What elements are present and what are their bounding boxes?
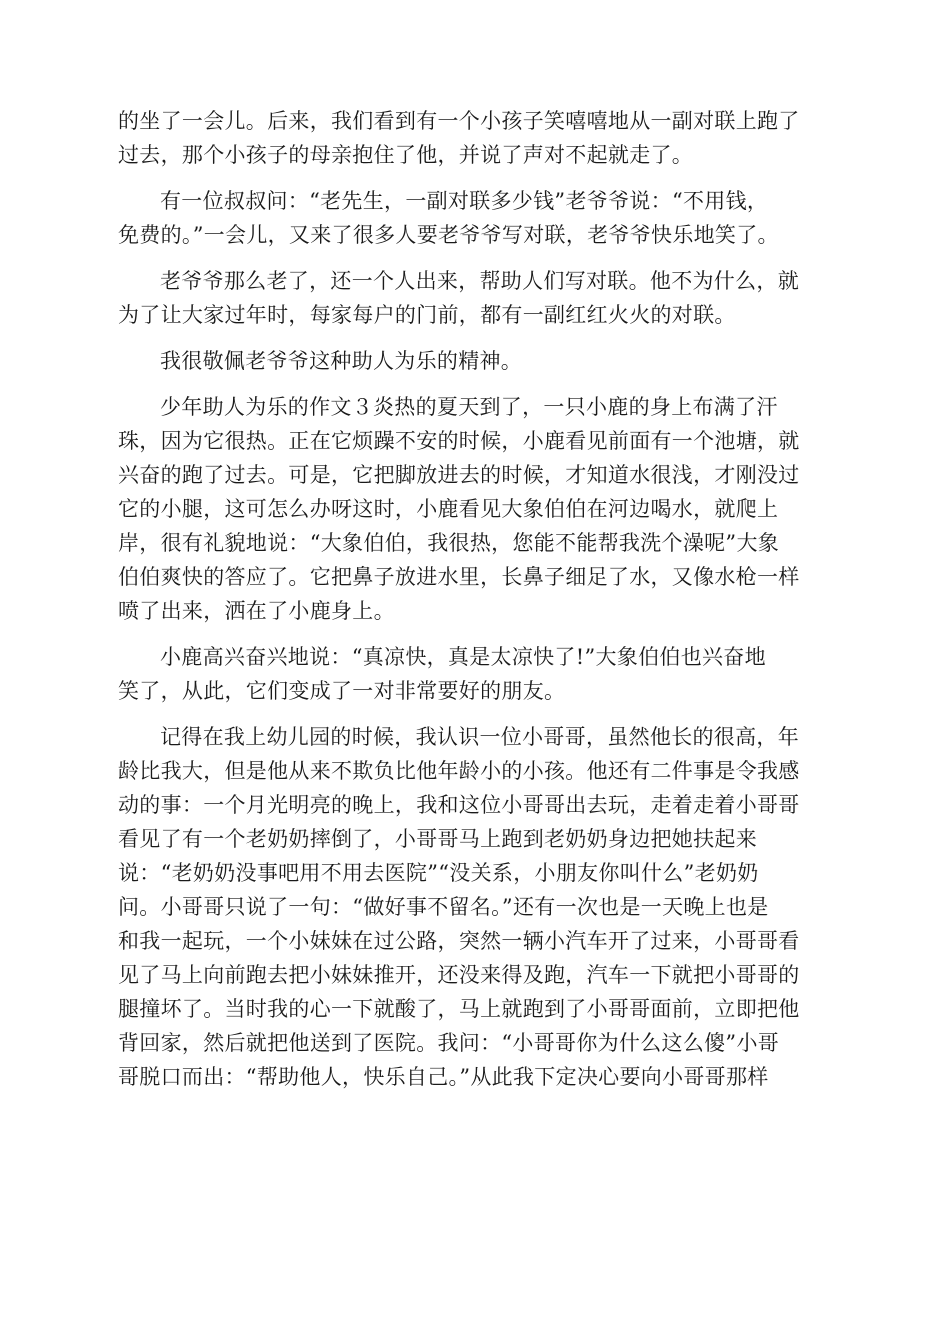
text-line: 岸，很有礼貌地说：“大象伯伯，我很热，您能不能帮我洗个澡呢”大象 bbox=[118, 531, 780, 555]
paragraph-5 bbox=[118, 390, 834, 628]
text-line: 为了让大家过年时，每家每户的门前，都有一副红红火火的对联。 bbox=[118, 303, 736, 327]
text-line: 免费的。”一会儿，又来了很多人要老爷爷写对联，老爷爷快乐地笑了。 bbox=[118, 223, 779, 247]
text-line: 喷了出来，洒在了小鹿身上。 bbox=[118, 599, 395, 623]
text-line: 它的小腿，这可怎么办呀这时，小鹿看见大象伯伯在河边喝水，就爬上 bbox=[118, 497, 779, 521]
paragraph-1 bbox=[118, 104, 834, 172]
text-line: 笑了，从此，它们变成了一对非常要好的朋友。 bbox=[118, 679, 566, 703]
text-line: 过去，那个小孩子的母亲抱住了他，并说了声对不起就走了。 bbox=[118, 143, 694, 167]
paragraph-2 bbox=[118, 184, 834, 252]
text-line: 小鹿高兴奋兴地说：“真凉快，真是太凉快了!”大象伯伯也兴奋地 bbox=[160, 645, 766, 669]
paragraph-7 bbox=[118, 720, 834, 1094]
paragraph-3 bbox=[118, 264, 834, 332]
text-line: 和我一起玩，一个小妹妹在过公路，突然一辆小汽车开了过来，小哥哥看 bbox=[118, 929, 800, 953]
text-line: 老爷爷那么老了，还一个人出来，帮助人们写对联。他不为什么，就 bbox=[160, 269, 799, 293]
text-line: 腿撞坏了。当时我的心一下就酸了，马上就跑到了小哥哥面前，立即把他 bbox=[118, 997, 800, 1021]
text-line: 我很敬佩老爷爷这种助人为乐的精神。 bbox=[160, 349, 523, 373]
text-line: 少年助人为乐的作文３炎热的夏天到了，一只小鹿的身上布满了汗 bbox=[160, 395, 778, 419]
text-line: 说：“老奶奶没事吧用不用去医院”“没关系，小朋友你叫什么”老奶奶 bbox=[118, 861, 759, 885]
text-line: 有一位叔叔问：“老先生，一副对联多少钱”老爷爷说：“不用钱， bbox=[160, 189, 769, 213]
text-line: 记得在我上幼儿园的时候，我认识一位小哥哥，虽然他长的很高，年 bbox=[160, 725, 799, 749]
text-line: 哥脱口而出：“帮助他人，快乐自己。”从此我下定决心要向小哥哥那样 bbox=[118, 1065, 769, 1089]
text-line: 兴奋的跑了过去。可是，它把脚放进去的时候，才知道水很浅，才刚没过 bbox=[118, 463, 800, 487]
text-line: 龄比我大，但是他从来不欺负比他年龄小的小孩。他还有二件事是令我感 bbox=[118, 759, 800, 783]
paragraph-6 bbox=[118, 640, 834, 708]
paragraph-4 bbox=[118, 344, 834, 378]
text-line: 珠，因为它很热。正在它烦躁不安的时候，小鹿看见前面有一个池塘，就 bbox=[118, 429, 800, 453]
text-line: 问。小哥哥只说了一句：“做好事不留名。”还有一次也是一天晚上也是 bbox=[118, 895, 769, 919]
text-line: 见了马上向前跑去把小妹妹推开，还没来得及跑，汽车一下就把小哥哥的 bbox=[118, 963, 800, 987]
text-line: 伯伯爽快的答应了。它把鼻子放进水里，长鼻子细足了水，又像水枪一样 bbox=[118, 565, 800, 589]
text-line: 动的事：一个月光明亮的晚上，我和这位小哥哥出去玩，走着走着小哥哥 bbox=[118, 793, 800, 817]
text-line: 的坐了一会儿。后来，我们看到有一个小孩子笑嘻嘻地从一副对联上跑了 bbox=[118, 109, 800, 133]
text-line: 看见了有一个老奶奶摔倒了，小哥哥马上跑到老奶奶身边把她扶起来 bbox=[118, 827, 757, 851]
text-line: 背回家，然后就把他送到了医院。我问：“小哥哥你为什么这么傻”小哥 bbox=[118, 1031, 780, 1055]
document-body bbox=[118, 104, 834, 1106]
